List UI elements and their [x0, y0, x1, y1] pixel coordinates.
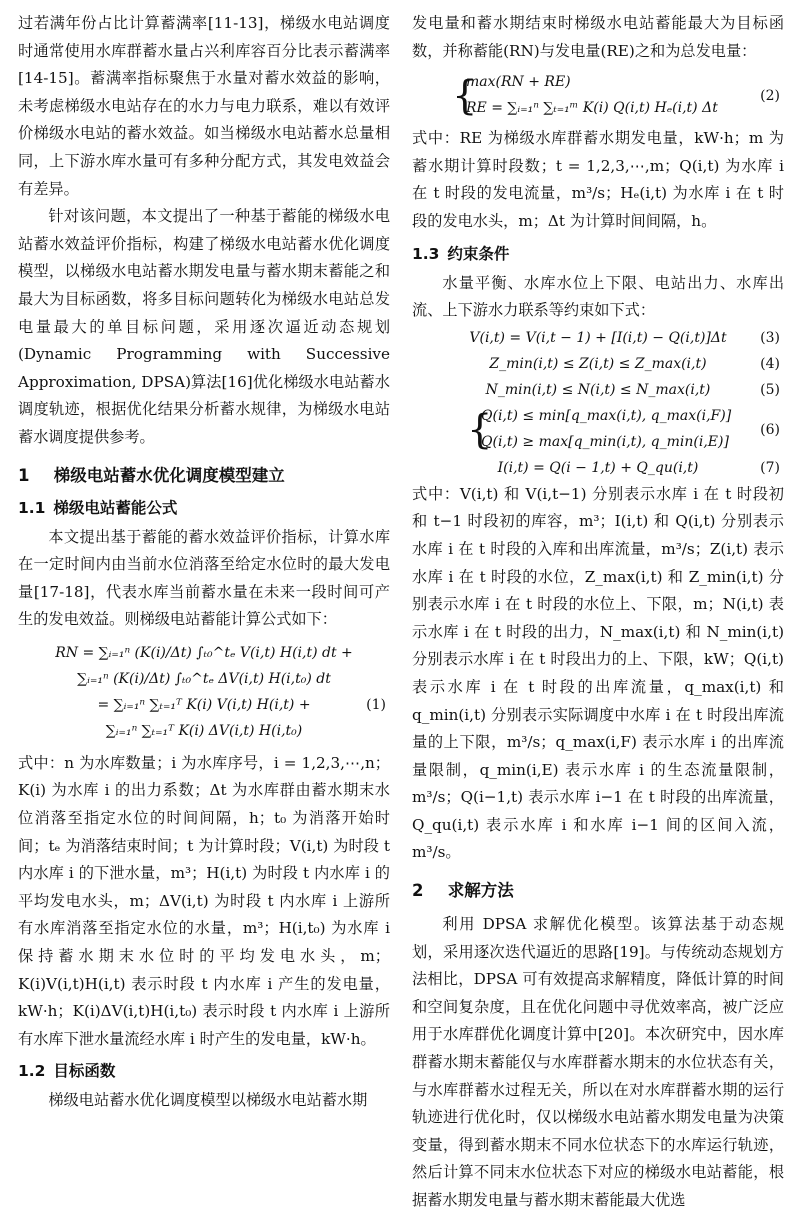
equation-line: Z_min(i,t) ≤ Z(i,t) ≤ Z_max(i,t) [489, 355, 707, 372]
subsection-heading [412, 242, 784, 266]
equation-2 [412, 69, 784, 121]
section-title: 梯级电站蓄水优化调度模型建立 [53, 465, 285, 485]
equation-line: = ∑ᵢ₌₁ⁿ ∑ₜ₌₁ᵀ K(i) V(i,t) H(i,t) + [97, 696, 311, 713]
section-heading [412, 879, 784, 903]
paragraph: 梯级电站蓄水优化调度模型以梯级水电站蓄水期 [48, 1091, 368, 1110]
subsection-number: 1.1 [18, 498, 46, 517]
subsection-title: 约束条件 [447, 244, 510, 263]
paragraph: 本文提出基于蓄能的蓄水效益评价指标，计算水库在一定时间内由当前水位消落至给定水位时的最大发电量[17-18]，代表水库当前蓄水量在未来一段时间可产生的发电效益。则梯级电站蓄能计算公式如下： [18, 527, 390, 629]
paragraph: 过若满年份占比计算蓄满率[11-13]，梯级水电站调度时通常使用水库群蓄水量占兴利库容百分比表示蓄满率[14-15]。蓄满率指标聚焦于水量对蓄水效益的影响，未考虑梯级水电站存在的水力与电力联系，难以有效评价梯级水电站的蓄水效益。如当梯级水电站蓄水总量相同，上下游水库水量可有多种分配方式，其发电效益会有差异。 [18, 14, 390, 198]
section-number: 1 [18, 465, 30, 485]
equation-line: ∑ᵢ₌₁ⁿ ∑ₜ₌₁ᵀ K(i) ΔV(i,t) H(i,t₀) [105, 722, 303, 739]
equation-7 [412, 455, 784, 481]
equation-line: RE = ∑ᵢ₌₁ⁿ ∑ₜ₌₁ᵐ K(i) Q(i,t) Hₑ(i,t) Δt [466, 100, 718, 117]
brace: { [467, 406, 493, 453]
equation-number: (7) [760, 459, 780, 476]
equation-5 [412, 377, 784, 403]
equation-number: (5) [760, 381, 780, 398]
equation-line: V(i,t) = V(i,t − 1) + [I(i,t) − Q(i,t)]Δt [469, 329, 727, 346]
left-column [18, 10, 390, 1115]
section-number: 2 [412, 881, 424, 901]
equation-line: I(i,t) = Q(i − 1,t) + Q_qu(i,t) [497, 459, 699, 476]
subsection-title: 梯级电站蓄能公式 [53, 498, 178, 517]
subsection-title: 目标函数 [53, 1062, 116, 1081]
paragraph: 式中：n 为水库数量；i 为水库序号，i = 1,2,3,⋯,n；K(i) 为水库 i 的出力系数；Δt 为水库群由蓄水期末水位消落至指定水位的时间间隔，h；t₀ 为消落开始时间；tₑ 为消落结束时间；t 为计算时段；V(i,t) 为时段 t 内水库 i 的下泄水量，m³；H(i,t) 为时段 t 内水库 i 的平均发电水头，m；ΔV(i,t) 为时段 t 内水库 i 上游所有水库消落至指定水位的水量，m³；H(i,t₀) 为水库 i 保持蓄水期末水位时的平均发电水头，m；K(i)V(i,t)H(i,t) 表示时段 t 内水库 i 产生的发电量，kW·h；K(i)ΔV(i,t)H(i,t₀) 表示时段 t 内水库 i 上游所有水库下泄水量流经水库 i 时产生的发电量，kW·h。 [18, 753, 390, 1048]
equation-number: (6) [760, 421, 780, 438]
paragraph: 式中：V(i,t) 和 V(i,t−1) 分别表示水库 i 在 t 时段初和 t−1 时段初的库容，m³；I(i,t) 和 Q(i,t) 分别表示水库 i 在 t 时段的入库和出库流量，m³/s；Z(i,t) 表示水库 i 在 t 时段的水位，Z_max(i,t) 和 Z_min(i,t) 分别表示水库 i 在 t 时段的水位上、下限，m；N(i,t) 表示水库 i 在 t 时段的出力，N_max(i,t) 和 N_min(i,t) 分别表示水库 i 在 t 时段出力的上、下限，kW；Q(i,t) 表示水库 i 在 t 时段的出库流量，q_max(i,t) 和 q_min(i,t) 分别表示实际调度中水库 i 在 t 时段出库流量的上下限，m³/s；q_max(i,F) 表示水库 i 的出库流量限制，q_min(i,E) 表示水库 i 的生态流量限制，m³/s；Q(i−1,t) 表示水库 i−1 在 t 时段的出库流量，Q_qu(i,t) 表示水库 i 和水库 i−1 间的区间入流，m³/s。 [412, 484, 784, 862]
equation-1 [18, 640, 390, 744]
paragraph: 利用 DPSA 求解优化模型。该算法基于动态规划，采用逐次迭代逼近的思路[19]。与传统动态规划方法相比，DPSA 可有效提高求解精度，降低计算的时间和空间复杂度，且在优化问题中寻优效率高，被广泛应用于水库群优化调度计算中[20]。本次研究中，因水库群蓄水期末蓄能仅与水库群蓄水期末的水位状态有关，与水库群蓄水过程无关，所以在对水库群蓄水期的运行轨迹进行优化时，仅以梯级水电站蓄水期发电量为决策变量，得到蓄水期末不同水位状态下的水库运行轨迹，然后计算不同末水位状态下对应的梯级水电站蓄能，根据蓄水期发电量与蓄水期末蓄能最大优选 [412, 915, 784, 1209]
equation-line: RN = ∑ᵢ₌₁ⁿ (K(i)/Δt) ∫ₜ₀^tₑ V(i,t) H(i,t) dt + [55, 644, 353, 661]
equation-4 [412, 351, 784, 377]
section-title: 求解方法 [447, 881, 514, 901]
equation-line: Q(i,t) ≤ min[q_max(i,t), q_max(i,F)] [481, 407, 732, 424]
subsection-number: 1.2 [18, 1062, 46, 1081]
right-column [412, 10, 784, 1215]
subsection-heading [18, 496, 390, 520]
section-heading [18, 464, 390, 488]
equation-number: (1) [366, 696, 386, 713]
subsection-heading [18, 1059, 390, 1083]
equation-number: (4) [760, 355, 780, 372]
subsection-number: 1.3 [412, 244, 440, 263]
paragraph: 水量平衡、水库水位上下限、电站出力、水库出流、上下游水力联系等约束如下式： [412, 273, 784, 320]
paragraph: 针对该问题，本文提出了一种基于蓄能的梯级水电站蓄水效益评价指标，构建了梯级水电站蓄水优化调度模型，以梯级水电站蓄水期发电量与蓄水期末蓄能之和最大为目标函数，将多目标问题转化为梯级水电站总发电量最大的单目标问题，采用逐次逼近动态规划(Dynamic Programming with Successive Approximation, DPSA)算法[16]优化梯级水电站蓄水调度轨迹，根据优化结果分析蓄水规律，为梯级水电站蓄水调度提供参考。 [18, 207, 390, 446]
equation-number: (2) [760, 88, 780, 105]
equation-number: (3) [760, 329, 780, 346]
equation-3 [412, 325, 784, 351]
equation-line: max(RN + RE) [466, 74, 571, 91]
paragraph: 发电量和蓄水期结束时梯级水电站蓄能最大为目标函数，并称蓄能(RN)与发电量(RE)之和为总发电量： [412, 14, 784, 60]
equation-line: Q(i,t) ≥ max[q_min(i,t), q_min(i,E)] [481, 433, 729, 450]
equation-line: N_min(i,t) ≤ N(i,t) ≤ N_max(i,t) [485, 381, 711, 398]
equation-6 [412, 403, 784, 455]
brace: { [452, 73, 478, 120]
equation-line: ∑ᵢ₌₁ⁿ (K(i)/Δt) ∫ₜ₀^tₑ ΔV(i,t) H(i,t₀) dt [77, 670, 331, 687]
paragraph: 式中：RE 为梯级水库群蓄水期发电量，kW·h；m 为蓄水期计算时段数；t = 1,2,3,⋯,m；Q(i,t) 为水库 i 在 t 时段的发电流量，m³/s；Hₑ(i,t) 为水库 i 在 t 时段的发电水头，m；Δt 为计算时间间隔，h。 [412, 129, 784, 230]
